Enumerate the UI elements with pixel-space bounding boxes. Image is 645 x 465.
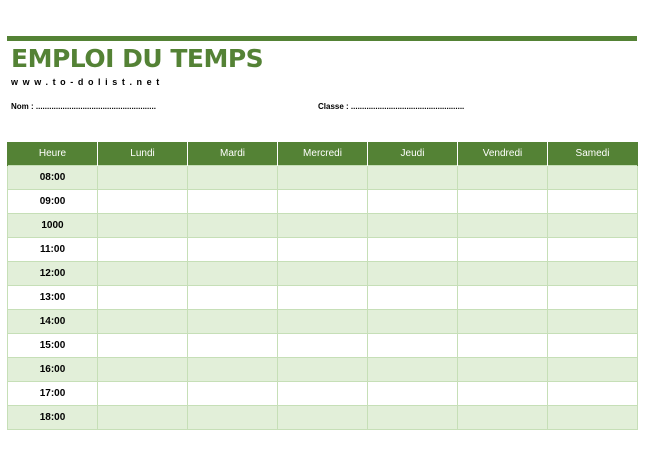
top-accent-bar bbox=[7, 36, 637, 41]
hour-cell: 17:00 bbox=[8, 382, 98, 406]
schedule-cell[interactable] bbox=[278, 334, 368, 358]
schedule-cell[interactable] bbox=[98, 310, 188, 334]
hour-cell: 08:00 bbox=[8, 166, 98, 190]
schedule-cell[interactable] bbox=[278, 214, 368, 238]
column-header-samedi: Samedi bbox=[548, 142, 638, 166]
schedule-cell[interactable] bbox=[368, 286, 458, 310]
schedule-cell[interactable] bbox=[278, 406, 368, 430]
schedule-cell[interactable] bbox=[98, 382, 188, 406]
schedule-cell[interactable] bbox=[368, 166, 458, 190]
hour-cell: 15:00 bbox=[8, 334, 98, 358]
schedule-table bbox=[7, 142, 638, 430]
schedule-cell[interactable] bbox=[98, 166, 188, 190]
column-header-heure: Heure bbox=[8, 142, 98, 166]
schedule-cell[interactable] bbox=[278, 190, 368, 214]
schedule-cell[interactable] bbox=[98, 190, 188, 214]
schedule-cell[interactable] bbox=[98, 262, 188, 286]
column-header-jeudi: Jeudi bbox=[368, 142, 458, 166]
schedule-cell[interactable] bbox=[458, 406, 548, 430]
schedule-cell[interactable] bbox=[278, 262, 368, 286]
schedule-cell[interactable] bbox=[548, 310, 638, 334]
schedule-cell[interactable] bbox=[188, 190, 278, 214]
schedule-cell[interactable] bbox=[548, 214, 638, 238]
table-row bbox=[8, 406, 638, 430]
schedule-cell[interactable] bbox=[458, 190, 548, 214]
table-row bbox=[8, 166, 638, 190]
hour-cell: 13:00 bbox=[8, 286, 98, 310]
hour-cell: 12:00 bbox=[8, 262, 98, 286]
schedule-cell[interactable] bbox=[458, 310, 548, 334]
classe-field: Classe : ................................................... bbox=[318, 102, 465, 111]
schedule-cell[interactable] bbox=[548, 334, 638, 358]
website-url: www.to-dolist.net bbox=[11, 77, 164, 87]
schedule-cell[interactable] bbox=[548, 382, 638, 406]
schedule-cell[interactable] bbox=[188, 262, 278, 286]
schedule-cell[interactable] bbox=[368, 310, 458, 334]
table-row bbox=[8, 382, 638, 406]
schedule-cell[interactable] bbox=[188, 286, 278, 310]
header-row bbox=[8, 142, 638, 166]
schedule-cell[interactable] bbox=[458, 214, 548, 238]
schedule-cell[interactable] bbox=[458, 286, 548, 310]
schedule-cell[interactable] bbox=[368, 190, 458, 214]
column-header-vendredi: Vendredi bbox=[458, 142, 548, 166]
table-row bbox=[8, 358, 638, 382]
hour-cell: 14:00 bbox=[8, 310, 98, 334]
schedule-cell[interactable] bbox=[548, 166, 638, 190]
schedule-cell[interactable] bbox=[458, 382, 548, 406]
schedule-cell[interactable] bbox=[368, 406, 458, 430]
hour-cell: 1000 bbox=[8, 214, 98, 238]
schedule-cell[interactable] bbox=[458, 262, 548, 286]
schedule-cell[interactable] bbox=[368, 214, 458, 238]
schedule-cell[interactable] bbox=[368, 262, 458, 286]
schedule-cell[interactable] bbox=[188, 334, 278, 358]
schedule-cell[interactable] bbox=[548, 238, 638, 262]
column-header-mercredi: Mercredi bbox=[278, 142, 368, 166]
schedule-cell[interactable] bbox=[458, 166, 548, 190]
schedule-cell[interactable] bbox=[458, 334, 548, 358]
nom-field: Nom : ...................................................... bbox=[11, 102, 156, 111]
hour-cell: 18:00 bbox=[8, 406, 98, 430]
schedule-cell[interactable] bbox=[278, 310, 368, 334]
schedule-cell[interactable] bbox=[278, 166, 368, 190]
schedule-cell[interactable] bbox=[98, 286, 188, 310]
page-title: EMPLOI DU TEMPS bbox=[11, 44, 264, 73]
table-row bbox=[8, 238, 638, 262]
schedule-cell[interactable] bbox=[188, 214, 278, 238]
schedule-cell[interactable] bbox=[278, 238, 368, 262]
schedule-cell[interactable] bbox=[368, 334, 458, 358]
schedule-cell[interactable] bbox=[98, 214, 188, 238]
schedule-cell[interactable] bbox=[368, 238, 458, 262]
schedule-cell[interactable] bbox=[548, 190, 638, 214]
schedule-cell[interactable] bbox=[188, 406, 278, 430]
column-header-lundi: Lundi bbox=[98, 142, 188, 166]
schedule-cell[interactable] bbox=[278, 358, 368, 382]
schedule-cell[interactable] bbox=[188, 358, 278, 382]
schedule-cell[interactable] bbox=[98, 238, 188, 262]
schedule-cell[interactable] bbox=[188, 382, 278, 406]
schedule-cell[interactable] bbox=[188, 166, 278, 190]
schedule-cell[interactable] bbox=[368, 382, 458, 406]
schedule-cell[interactable] bbox=[188, 310, 278, 334]
table-row bbox=[8, 262, 638, 286]
schedule-cell[interactable] bbox=[98, 334, 188, 358]
schedule-cell[interactable] bbox=[98, 406, 188, 430]
schedule-cell[interactable] bbox=[458, 238, 548, 262]
schedule-cell[interactable] bbox=[368, 358, 458, 382]
schedule-cell[interactable] bbox=[458, 358, 548, 382]
table-row bbox=[8, 190, 638, 214]
table-row bbox=[8, 310, 638, 334]
schedule-body bbox=[8, 166, 638, 430]
schedule-cell[interactable] bbox=[548, 358, 638, 382]
schedule-cell[interactable] bbox=[188, 238, 278, 262]
schedule-cell[interactable] bbox=[98, 358, 188, 382]
schedule-cell[interactable] bbox=[278, 286, 368, 310]
schedule-cell[interactable] bbox=[278, 382, 368, 406]
schedule-cell[interactable] bbox=[548, 286, 638, 310]
schedule-cell[interactable] bbox=[548, 406, 638, 430]
table-row bbox=[8, 286, 638, 310]
hour-cell: 16:00 bbox=[8, 358, 98, 382]
table-row bbox=[8, 214, 638, 238]
column-header-mardi: Mardi bbox=[188, 142, 278, 166]
table-row bbox=[8, 334, 638, 358]
schedule-cell[interactable] bbox=[548, 262, 638, 286]
hour-cell: 11:00 bbox=[8, 238, 98, 262]
hour-cell: 09:00 bbox=[8, 190, 98, 214]
